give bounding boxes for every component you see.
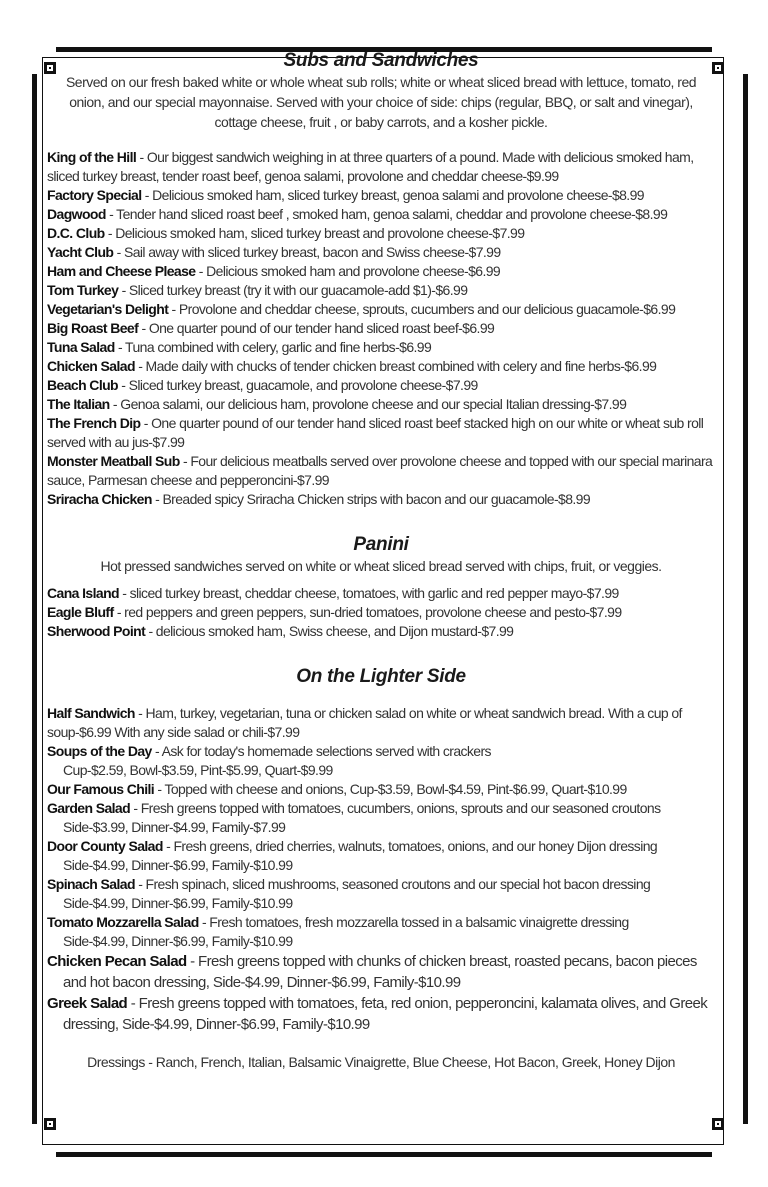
menu-item-description: - Breaded spicy Sriracha Chicken strips with bacon and our guacamole-$8.99 [151, 491, 591, 507]
menu-item [47, 913, 715, 932]
menu-item-name: Garden Salad [47, 800, 131, 816]
panini-list [47, 584, 715, 641]
menu-item-description: - Fresh tomatoes, fresh mozzarella tossed in a balsamic vinaigrette dressing [198, 914, 629, 930]
menu-item-name: King of the Hill [47, 149, 137, 165]
menu-item [47, 224, 715, 243]
menu-item-prices: Cup-$2.59, Bowl-$3.59, Pint-$5.99, Quart-$9.99 [63, 762, 333, 778]
menu-item-prices: dressing, Side-$4.99, Dinner-$6.99, Family-$10.99 [63, 1016, 370, 1033]
menu-item-name: Spinach Salad [47, 876, 135, 892]
menu-item [47, 622, 715, 641]
menu-item [47, 584, 715, 603]
menu-item-description: - Topped with cheese and onions, Cup-$3.59, Bowl-$4.59, Pint-$6.99, Quart-$10.99 [154, 781, 627, 797]
menu-item-name: Vegetarian's Delight [47, 301, 169, 317]
section-title-subs: Subs and Sandwiches [283, 50, 479, 71]
menu-item [47, 993, 715, 1014]
menu-item [47, 319, 715, 338]
corner-ornament [44, 1118, 56, 1130]
menu-item-description: - Fresh spinach, sliced mushrooms, seasoned croutons and our special hot bacon dressing [134, 876, 651, 892]
menu-item-name: Tom Turkey [47, 282, 119, 298]
menu-item [47, 742, 715, 761]
menu-item-prices: and hot bacon dressing, Side-$4.99, Dinner-$6.99, Family-$10.99 [63, 974, 461, 991]
menu-item-name: Chicken Pecan Salad [47, 953, 187, 970]
section-title-lighter: On the Lighter Side [296, 666, 466, 687]
subs-list [47, 148, 715, 509]
menu-item-name: Half Sandwich [47, 705, 135, 721]
menu-item-description: - Our biggest sandwich weighing in at three quarters of a pound. Made with delicious smoked ham, sliced turkey breast, tender roast beef, genoa salami, provolone and cheddar cheese-$9.99 [47, 149, 694, 184]
menu-item-description: - Fresh greens, dried cherries, walnuts, tomatoes, onions, and our honey Dijon dressing [162, 838, 658, 854]
menu-item-description: - Tuna combined with celery, garlic and fine herbs-$6.99 [114, 339, 432, 355]
menu-item-name: Our Famous Chili [47, 781, 155, 797]
menu-item-name: Eagle Bluff [47, 604, 114, 620]
menu-item [47, 704, 715, 742]
menu-item-description: - One quarter pound of our tender hand sliced roast beef stacked high on our white or wheat sub roll served with au jus-$7.99 [47, 415, 704, 450]
menu-item-name: Tomato Mozzarella Salad [47, 914, 199, 930]
menu-item-description: - Made daily with chucks of tender chicken breast combined with celery and fine herbs-$6.99 [134, 358, 657, 374]
menu-item-description: - Fresh greens topped with tomatoes, cucumbers, onions, sprouts and our seasoned croutons [130, 800, 661, 816]
menu-item-name: Chicken Salad [47, 358, 135, 374]
panini-intro: Hot pressed sandwiches served on white or wheat sliced bread served with chips, fruit, or veggies. [100, 558, 662, 574]
dressings-list: Dressings - Ranch, French, Italian, Balsamic Vinaigrette, Blue Cheese, Hot Bacon, Greek, Honey Dijon [87, 1054, 675, 1070]
menu-item [47, 243, 715, 262]
menu-item [47, 186, 715, 205]
menu-item-name: D.C. Club [47, 225, 105, 241]
menu-item [47, 338, 715, 357]
menu-item [47, 875, 715, 894]
menu-item-name: Beach Club [47, 377, 119, 393]
menu-item [47, 780, 715, 799]
menu-item [47, 205, 715, 224]
menu-item [47, 414, 715, 452]
menu-item-description: - Ask for today's homemade selections served with crackers [151, 743, 491, 759]
menu-item-name: Factory Special [47, 187, 142, 203]
menu-item-name: Door County Salad [47, 838, 163, 854]
menu-item-description: - Provolone and cheddar cheese, sprouts, cucumbers and our delicious guacamole-$6.99 [168, 301, 676, 317]
menu-item-prices: Side-$4.99, Dinner-$6.99, Family-$10.99 [63, 933, 293, 949]
menu-item [47, 799, 715, 818]
menu-item [47, 395, 715, 414]
menu-item-name: Ham and Cheese Please [47, 263, 196, 279]
menu-item [47, 357, 715, 376]
menu-item [47, 490, 715, 509]
menu-item [47, 603, 715, 622]
menu-item-name: Soups of the Day [47, 743, 152, 759]
menu-item-description: - Genoa salami, our delicious ham, provolone cheese and our special Italian dressing-$7.99 [109, 396, 627, 412]
menu-content [47, 0, 715, 1072]
menu-item [47, 837, 715, 856]
menu-item-name: Big Roast Beef [47, 320, 139, 336]
subs-intro: Served on our fresh baked white or whole wheat sub rolls; white or wheat sliced bread with lettuce, tomato, red onion, and our special mayonnaise. Served with your choice of side: chips (regular, BBQ, or salt and vinegar), cottage cheese, fruit , or baby carrots, and a kosher pickle. [65, 74, 697, 130]
menu-item-prices: Side-$4.99, Dinner-$6.99, Family-$10.99 [63, 895, 293, 911]
menu-item [47, 300, 715, 319]
menu-item-name: Sriracha Chicken [47, 491, 152, 507]
menu-item-name: Monster Meatball Sub [47, 453, 180, 469]
menu-item-description: - One quarter pound of our tender hand sliced roast beef-$6.99 [138, 320, 495, 336]
menu-item-name: Sherwood Point [47, 623, 146, 639]
menu-item [47, 951, 715, 972]
menu-item-description: - Four delicious meatballs served over provolone cheese and topped with our special marinara sauce, Parmesan cheese and pepperoncini-$7.99 [47, 453, 713, 488]
corner-ornament [712, 1118, 724, 1130]
menu-item-name: Tuna Salad [47, 339, 115, 355]
menu-item-description: - Delicious smoked ham, sliced turkey breast, genoa salami and provolone cheese-$8.99 [141, 187, 644, 203]
menu-item-name: The French Dip [47, 415, 141, 431]
menu-item [47, 148, 715, 186]
menu-item-description: - red peppers and green peppers, sun-dried tomatoes, provolone cheese and pesto-$7.99 [113, 604, 622, 620]
menu-item-name: The Italian [47, 396, 110, 412]
section-title-panini: Panini [353, 534, 409, 555]
menu-item-description: - Delicious smoked ham, sliced turkey breast and provolone cheese-$7.99 [104, 225, 525, 241]
menu-item [47, 452, 715, 490]
menu-item [47, 281, 715, 300]
menu-item-description: - Sliced turkey breast (try it with our guacamole-add $1)-$6.99 [118, 282, 468, 298]
menu-item-description: - delicious smoked ham, Swiss cheese, and Dijon mustard-$7.99 [145, 623, 514, 639]
menu-item-name: Yacht Club [47, 244, 114, 260]
menu-item-description: - Sliced turkey breast, guacamole, and provolone cheese-$7.99 [118, 377, 478, 393]
menu-item-description: - Ham, turkey, vegetarian, tuna or chicken salad on white or wheat sandwich bread. With a cup of soup-$6.99 With any side salad or chili-$7.99 [47, 705, 682, 740]
menu-item-description: - sliced turkey breast, cheddar cheese, tomatoes, with garlic and red pepper mayo-$7.99 [118, 585, 619, 601]
menu-item [47, 376, 715, 395]
menu-item-description: - Tender hand sliced roast beef , smoked ham, genoa salami, cheddar and provolone cheese-$8.99 [105, 206, 668, 222]
menu-item-prices: Side-$4.99, Dinner-$6.99, Family-$10.99 [63, 857, 293, 873]
menu-item-prices: Side-$3.99, Dinner-$4.99, Family-$7.99 [63, 819, 286, 835]
menu-item-description: - Fresh greens topped with tomatoes, feta, red onion, pepperoncini, kalamata olives, and Greek [127, 995, 708, 1012]
menu-item-description: - Delicious smoked ham and provolone cheese-$6.99 [195, 263, 501, 279]
lighter-list [47, 704, 715, 1035]
menu-item-name: Greek Salad [47, 995, 128, 1012]
menu-item-name: Dagwood [47, 206, 106, 222]
menu-item [47, 262, 715, 281]
menu-item-name: Cana Island [47, 585, 119, 601]
menu-item-description: - Fresh greens topped with chunks of chicken breast, roasted pecans, bacon pieces [186, 953, 697, 970]
menu-item-description: - Sail away with sliced turkey breast, bacon and Swiss cheese-$7.99 [113, 244, 501, 260]
